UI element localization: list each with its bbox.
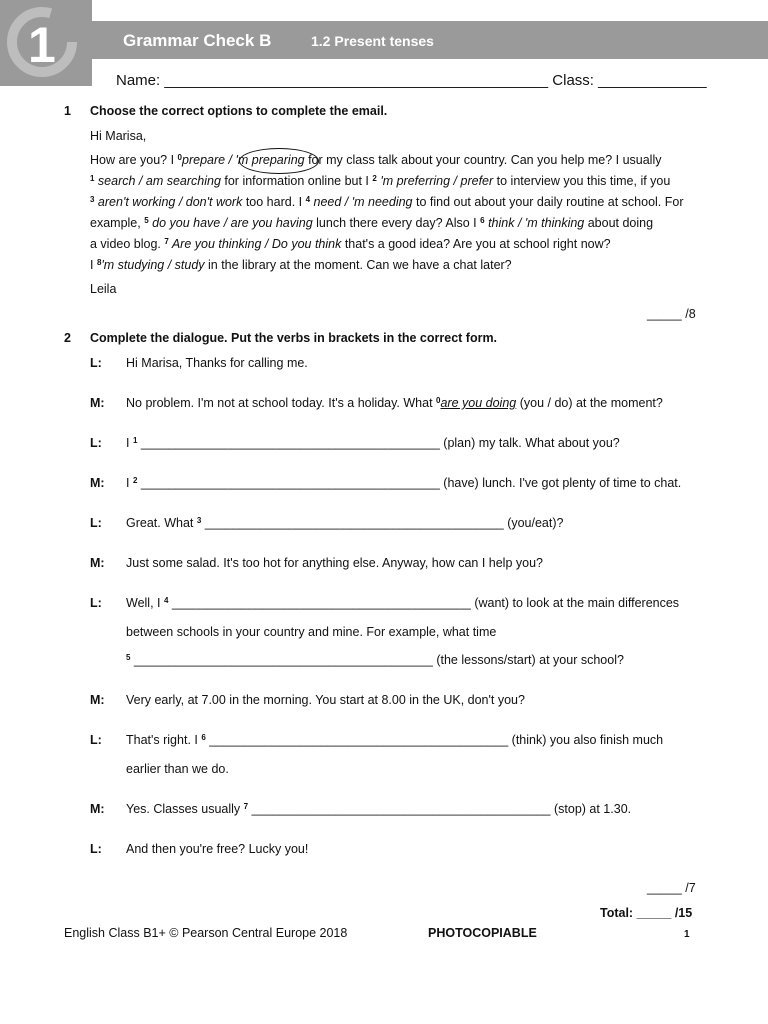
answer-gap[interactable]: ___________________________________________ xyxy=(137,436,440,450)
option-8[interactable]: 'm studying / study xyxy=(101,258,205,272)
dialogue-text: (think) you also finish much xyxy=(508,733,664,747)
dialogue-text: Well, I xyxy=(126,596,164,610)
answer-gap[interactable]: ___________________________________________ xyxy=(201,516,504,530)
option-3[interactable]: aren't working / don't work xyxy=(94,195,243,209)
page-number: 1 xyxy=(684,929,690,940)
answer-gap[interactable]: ___________________________________________ xyxy=(130,653,433,667)
dialogue-line: earlier than we do. xyxy=(126,762,229,776)
dialogue-text: Great. What xyxy=(126,516,197,530)
unit-badge xyxy=(0,0,92,86)
dialogue-text: That's right. I xyxy=(126,733,202,747)
email-line-1: How are you? I $^0$prepare / 'm preparing for my class talk about your country. Can you help me? I usually xyxy=(90,153,662,167)
exercise-1-number: 1 xyxy=(64,104,71,118)
dialogue-line xyxy=(126,733,663,747)
dialogue-text: (the lessons/start) at your school? xyxy=(432,653,624,667)
answer-gap[interactable]: ___________________________________________ xyxy=(137,476,440,490)
option-4[interactable]: need / 'm needing xyxy=(310,195,413,209)
answer-circle xyxy=(239,148,319,174)
email-line-3: $^3$ aren't working / don't work too hard. I $^4$ need / 'm needing to find out about your daily routine at school. For xyxy=(90,195,684,209)
gap-number: 2 xyxy=(132,476,138,485)
total-field[interactable]: _____ xyxy=(636,906,672,920)
selected-option: 'm preparing xyxy=(235,153,305,167)
gap-number: 6 xyxy=(201,733,206,742)
dialogue-speaker: M: xyxy=(90,693,105,707)
footer-copyright: English Class B1+ © Pearson Central Europe 2018 xyxy=(64,926,348,940)
exercise-2-instruction: Complete the dialogue. Put the verbs in brackets in the correct form. xyxy=(90,331,498,345)
dialogue-speaker: M: xyxy=(90,396,105,410)
answer-gap[interactable]: ___________________________________________ xyxy=(205,733,509,747)
exercise-2-score[interactable]: _____ /7 xyxy=(647,881,696,895)
dialogue-speaker: M: xyxy=(90,476,105,490)
exercise-2-number: 2 xyxy=(64,331,71,345)
unit-number-icon xyxy=(0,0,92,86)
gap-number: 5 xyxy=(126,653,131,662)
dialogue-speaker: M: xyxy=(90,556,105,570)
email-line-4: example, $^5$ do you have / are you having lunch there every day? Also I $^6$ think / 'm thinking about doing xyxy=(90,216,654,230)
dialogue-line xyxy=(126,596,679,610)
dialogue-line xyxy=(126,653,624,667)
dialogue-speaker: L: xyxy=(90,516,102,530)
email-greeting: Hi Marisa, xyxy=(90,129,147,143)
dialogue-text: I xyxy=(126,476,133,490)
name-class-line xyxy=(116,72,707,89)
gap-number: 3 xyxy=(196,516,202,525)
exercise-1-score[interactable]: _____ /8 xyxy=(647,307,696,321)
option-2[interactable]: 'm preferring / prefer xyxy=(376,174,494,188)
dialogue-speaker: L: xyxy=(90,842,102,856)
dialogue-text: Yes. Classes usually xyxy=(126,802,244,816)
svg-text:1: 1 xyxy=(28,17,56,73)
gap-number: 7 xyxy=(243,802,249,811)
dialogue-text: (you / do) at the moment? xyxy=(516,396,663,410)
name-label: Name: xyxy=(116,72,161,89)
dialogue-speaker: L: xyxy=(90,596,102,610)
email-signoff: Leila xyxy=(90,282,117,296)
dialogue-speaker: M: xyxy=(90,802,105,816)
dialogue-text: (have) lunch. I've got plenty of time to chat. xyxy=(439,476,682,490)
gap-number: 4 xyxy=(163,596,169,605)
dialogue-speaker: L: xyxy=(90,733,102,747)
dialogue-line xyxy=(126,516,563,530)
option-6[interactable]: think / 'm thinking xyxy=(484,216,585,230)
option-7[interactable]: Are you thinking / Do you think xyxy=(168,237,342,251)
dialogue-text: (stop) at 1.30. xyxy=(550,802,632,816)
answer-gap[interactable]: ___________________________________________ xyxy=(248,802,551,816)
dialogue-text: (plan) my talk. What about you? xyxy=(439,436,620,450)
gap-number: 0 xyxy=(436,396,441,405)
dialogue-text: No problem. I'm not at school today. It's a holiday. What xyxy=(126,396,437,410)
exercise-1-instruction: Choose the correct options to complete the email. xyxy=(90,104,388,118)
dialogue-line: Very early, at 7.00 in the morning. You start at 8.00 in the UK, don't you? xyxy=(126,693,525,707)
example-answer: are you doing xyxy=(440,396,517,410)
dialogue-line: between schools in your country and mine. For example, what time xyxy=(126,625,497,639)
email-line-2: $^1$ search / am searching for information online but I $^2$ 'm preferring / prefer to interview you this time, if you xyxy=(90,174,671,188)
gap-number: 1 xyxy=(132,436,138,445)
dialogue-text: (you/eat)? xyxy=(503,516,564,530)
total-label: Total: xyxy=(600,906,634,920)
dialogue-speaker: L: xyxy=(90,436,102,450)
dialogue-line: Hi Marisa, Thanks for calling me. xyxy=(126,356,308,370)
option-1[interactable]: search / am searching xyxy=(94,174,221,188)
class-field[interactable]: _____________ xyxy=(598,72,707,89)
dialogue-text: (want) to look at the main differences xyxy=(470,596,680,610)
footer-photocopiable: PHOTOCOPIABLE xyxy=(428,926,537,940)
dialogue-line: And then you're free? Lucky you! xyxy=(126,842,309,856)
email-line-6: I $^8$'m studying / study in the library at the moment. Can we have a chat later? xyxy=(90,258,512,272)
dialogue-line xyxy=(126,476,681,490)
dialogue-speaker: L: xyxy=(90,356,102,370)
dialogue-text: I xyxy=(126,436,133,450)
dialogue-line xyxy=(126,436,620,450)
class-label: Class: xyxy=(552,72,594,89)
worksheet-title: Grammar Check B xyxy=(123,31,272,50)
name-field[interactable]: ______________________________________________ xyxy=(164,72,549,89)
dialogue-line xyxy=(126,802,631,816)
email-line-5: a video blog. $^7$ Are you thinking / Do you think that's a good idea? Are you at school right now? xyxy=(90,237,611,251)
total-max: /15 xyxy=(674,906,693,920)
dialogue-line xyxy=(126,396,663,410)
dialogue-line: Just some salad. It's too hot for anything else. Anyway, how can I help you? xyxy=(126,556,543,570)
answer-gap[interactable]: ___________________________________________ xyxy=(168,596,471,610)
total-score xyxy=(600,906,692,920)
worksheet-subtitle: 1.2 Present tenses xyxy=(311,33,434,49)
option-5[interactable]: do you have / are you having xyxy=(148,216,313,230)
